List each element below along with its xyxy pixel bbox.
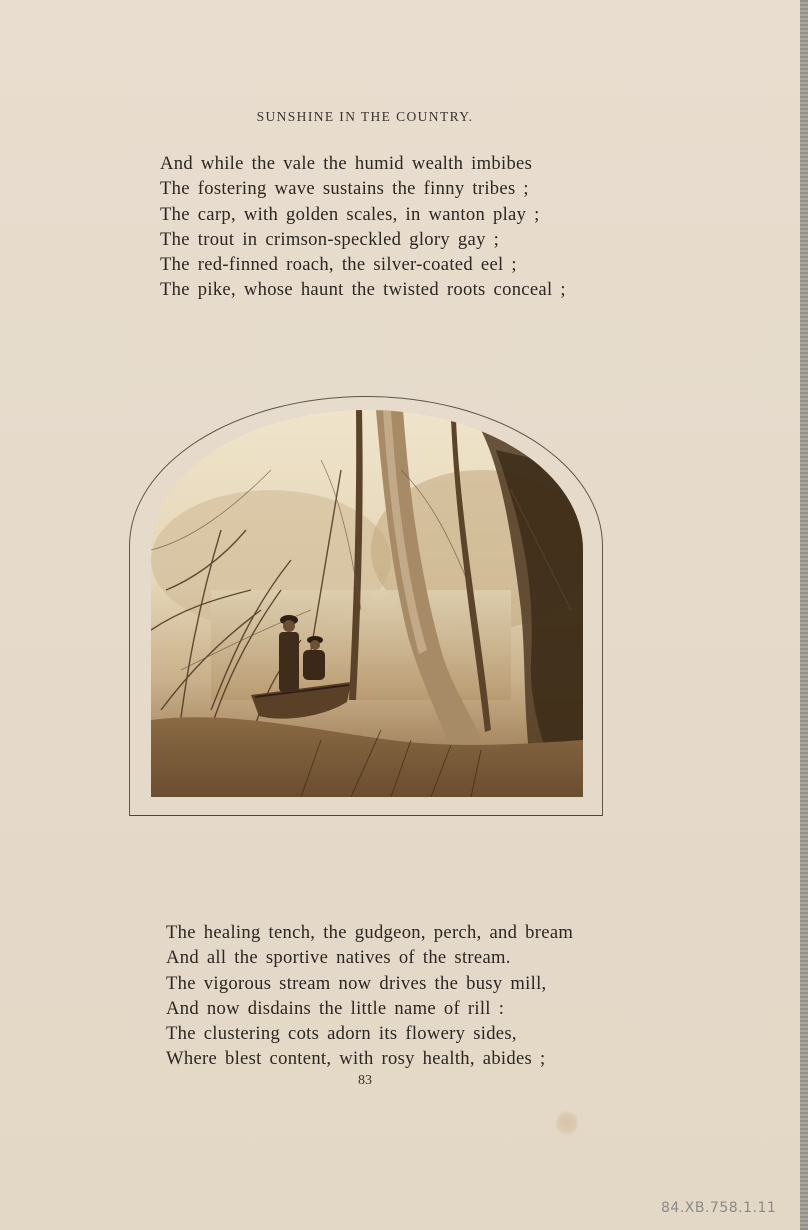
river-scene-illustration — [151, 410, 583, 797]
poem-stanza-bottom — [166, 920, 573, 1072]
poem-line: The carp, with golden scales, in wanton play ; — [160, 203, 540, 225]
albumen-photograph — [151, 410, 583, 797]
poem-line: The pike, whose haunt the twisted roots conceal ; — [160, 279, 566, 301]
poem-line: The red-finned roach, the silver-coated eel ; — [160, 254, 517, 276]
catalog-stamp: 84.XB.758.1.11 — [661, 1200, 777, 1216]
poem-line: The clustering cots adorn its flowery sides, — [166, 1023, 517, 1045]
poem-line: The vigorous stream now drives the busy mill, — [166, 972, 547, 994]
page-number: 83 — [358, 1073, 372, 1088]
poem-line: And all the sportive natives of the stream. — [166, 947, 511, 969]
book-binding-edge — [800, 0, 808, 1230]
poem-line: And while the vale the humid wealth imbibes — [160, 153, 533, 174]
poem-line: The healing tench, the gudgeon, perch, and bream — [166, 922, 574, 943]
poem-line: And now disdains the little name of rill : — [166, 997, 505, 1019]
paper-stain — [556, 1110, 578, 1136]
poem-stanza-top — [160, 151, 566, 303]
running-header: SUNSHINE IN THE COUNTRY. — [256, 109, 474, 124]
poem-line: Where blest content, with rosy health, abides ; — [166, 1048, 546, 1070]
poem-line: The fostering wave sustains the finny tribes ; — [160, 178, 529, 200]
poem-line: The trout in crimson-speckled glory gay ; — [160, 228, 500, 250]
